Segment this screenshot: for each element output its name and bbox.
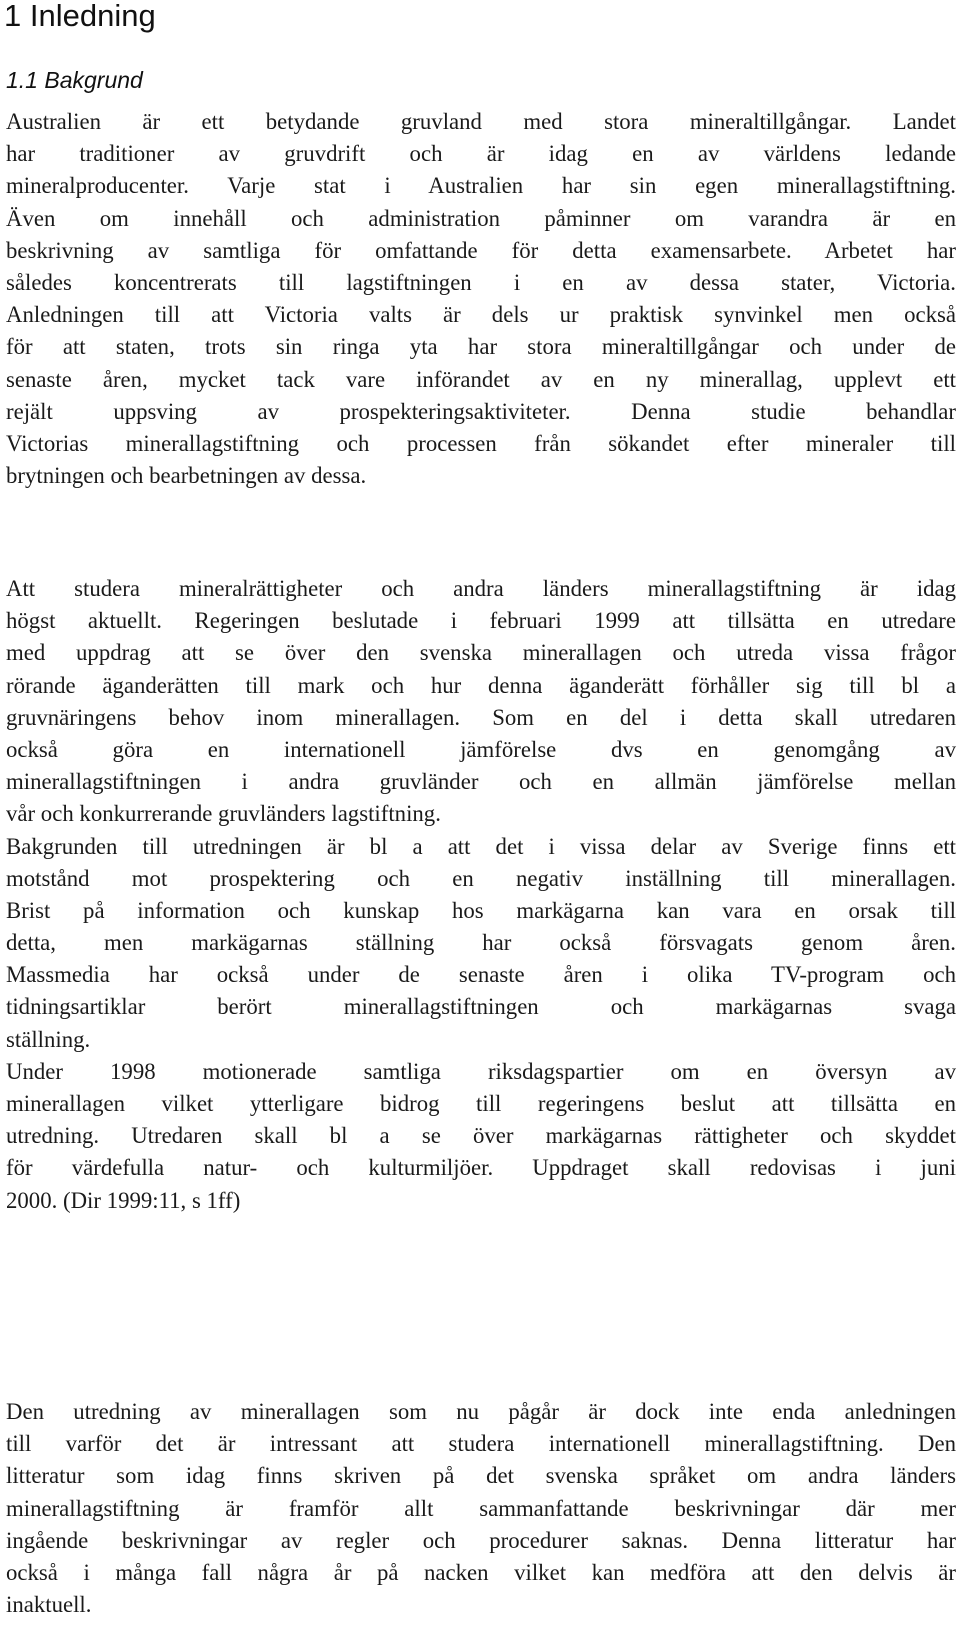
text-line: rörande äganderätten till mark och hur denna äganderätt förhåller sig till bl a [6,672,956,698]
text-line: Även om innehåll och administration påminner om varandra är en [6,205,956,231]
text-line: ställning. [6,1026,91,1052]
text-line: 2000. (Dir 1999:11, s 1ff) [6,1187,241,1213]
text-line: tidningsartiklar berört minerallagstiftningen och markägarnas svaga [6,994,956,1020]
text-line: Under 1998 motionerade samtliga riksdagspartier om en översyn av [6,1058,956,1084]
text-line: Bakgrunden till utredningen är bl a att det i vissa delar av Sverige finns ett [6,833,956,859]
text-line: Australien är ett betydande gruvland med stora mineraltillgångar. Landet [6,109,956,134]
text-line: mineralproducenter. Varje stat i Australien har sin egen minerallagstiftning. [6,173,956,199]
chapter-title: 1 Inledning [4,0,156,33]
text-line: inaktuell. [6,1592,92,1618]
text-line: gruvnäringens behov inom minerallagen. Som en del i detta skall utredaren [6,704,956,730]
text-line: brytningen och bearbetningen av dessa. [6,463,367,489]
text-line: rejält uppsving av prospekteringsaktiviteter. Denna studie behandlar [6,398,956,424]
paragraph-1 [6,106,956,492]
text-line: ingående beskrivningar av regler och procedurer saknas. Denna litteratur har [6,1527,956,1553]
text-line: till varför det är intressant att studera internationell minerallagstiftning. Den [6,1431,956,1457]
text-line: högst aktuellt. Regeringen beslutade i februari 1999 att tillsätta en utredare [6,608,956,634]
text-line: minerallagstiftningen i andra gruvländer och en allmän jämförelse mellan [6,769,956,795]
text-line: Den utredning av minerallagen som nu pågår är dock inte enda anledningen [6,1399,956,1424]
text-line: Anledningen till att Victoria valts är dels ur praktisk synvinkel men också [6,302,956,328]
text-line: med uppdrag att se över den svenska minerallagen och utreda vissa frågor [6,640,956,666]
text-line: har traditioner av gruvdrift och är idag en av världens ledande [6,141,956,167]
text-line: för att staten, trots sin ringa yta har stora mineraltillgångar och under de [6,334,956,360]
text-line: Att studera mineralrättigheter och andra länders minerallagstiftning är idag [6,576,956,601]
text-line: också i många fall några år på nacken vilket kan medföra att den delvis är [6,1559,956,1585]
text-line: också göra en internationell jämförelse dvs en genomgång av [6,736,956,762]
text-line: vår och konkurrerande gruvländers lagstiftning. [6,801,441,827]
text-line: beskrivning av samtliga för omfattande för detta examensarbete. Arbetet har [6,237,956,263]
section-title: 1.1 Bakgrund [6,67,143,93]
text-line: minerallagstiftning är framför allt sammanfattande beskrivningar där mer [6,1495,956,1521]
text-line: motstånd mot prospektering och en negativ inställning till minerallagen. [6,865,956,891]
text-line: för värdefulla natur- och kulturmiljöer. Uppdraget skall redovisas i juni [6,1155,956,1181]
text-line: Brist på information och kunskap hos markägarna kan vara en orsak till [6,897,956,923]
text-line: minerallagen vilket ytterligare bidrog till regeringens beslut att tillsätta en [6,1091,956,1116]
text-line: således koncentrerats till lagstiftningen i en av dessa stater, Victoria. [6,269,956,295]
text-line: detta, men markägarnas ställning har också försvagats genom åren. [6,930,956,956]
text-line: senaste åren, mycket tack vare införandet av en ny minerallag, upplevt ett [6,366,956,392]
paragraph-2 [6,573,956,1217]
text-line: litteratur som idag finns skriven på det svenska språket om andra länders [6,1463,956,1489]
paragraph-3 [6,1396,956,1621]
text-line: Victorias minerallagstiftning och processen från sökandet efter mineraler till [6,430,956,456]
text-line: utredning. Utredaren skall bl a se över markägarnas rättigheter och skyddet [6,1123,956,1149]
text-line: Massmedia har också under de senaste åren i olika TV-program och [6,962,956,988]
